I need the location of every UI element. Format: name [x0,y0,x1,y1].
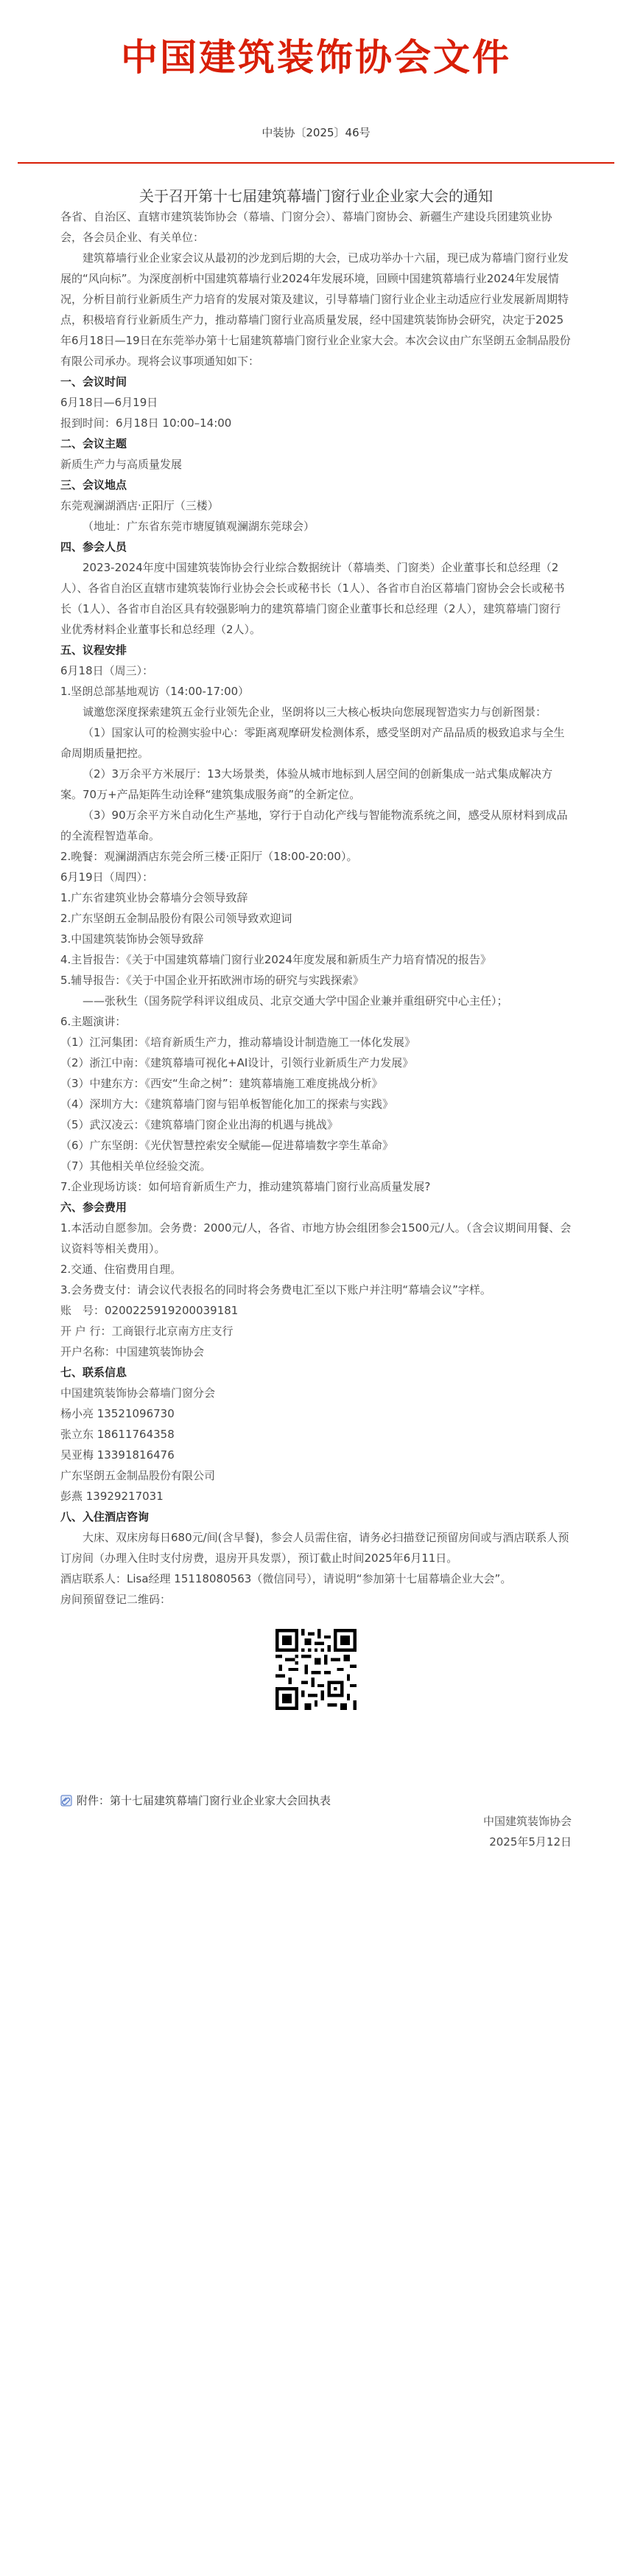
agenda-item: 3.中国建筑装饰协会领导致辞 [60,932,204,946]
bank-account: 账 号：0200225919200039181 [60,1304,239,1317]
agenda-item: 诚邀您深度探索建筑五金行业领先企业，坚朗将以三大核心板块向您展现智造实力与创新图景： [82,705,547,719]
contact-person: 杨小亮 13521096730 [60,1407,175,1420]
agenda-item: （2）3万余平方米展厅：13大场景类，体验从城市地标到人居空间的创新集成一站式集成解决方案。70万+产品矩阵生动诠释“建筑集成服务商”的全新定位。 [60,767,553,801]
document-masthead-title: 中国建筑装饰协会文件 [121,35,511,79]
section-heading: 七、联系信息 [60,1366,127,1379]
accommodation-text: 2.交通、住宿费用自理。 [60,1263,182,1276]
section-heading: 八、入住酒店咨询 [60,1510,150,1523]
agenda-talk: （1）江河集团：《培育新质生产力，推动幕墙设计制造施工一体化发展》 [60,1036,416,1049]
agenda-item: 2.晚餐：观澜湖酒店东莞会所三楼·正阳厅（18:00-20:00）。 [60,850,358,863]
agenda-item: 2.广东坚朗五金制品股份有限公司领导致欢迎词 [60,912,292,925]
agenda-item: 6.主题演讲： [60,1015,127,1028]
section-heading: 一、会议时间 [60,375,127,388]
notice-body [60,206,572,1852]
header-divider [18,162,614,164]
attachment-link[interactable] [60,1790,572,1811]
contact-person: 彭燕 13929217031 [60,1490,164,1503]
bank-name: 开 户 行：工商银行北京南方庄支行 [60,1324,234,1338]
document-number: 中装协〔2025〕46号 [261,126,371,139]
agenda-talk: （6）广东坚朗：《光伏智慧控索安全赋能—促进幕墙数字孪生革命》 [60,1139,394,1152]
agenda-item: 4.主旨报告：《关于中国建筑幕墙门窗行业2024年度发展和新质生产力培育情况的报告》 [60,953,491,966]
meeting-date: 6月18日—6月19日 [60,396,158,409]
agenda-day-1: 6月18日（周三）： [60,664,154,677]
agenda-item: 1.坚朗总部基地观访（14:00-17:00） [60,685,250,698]
agenda-talk: （4）深圳方大：《建筑幕墙门窗与铝单板智能化加工的探索与实践》 [60,1097,394,1111]
agenda-item: （3）90万余平方米自动化生产基地，穿行于自动化产线与智能物流系统之间，感受从原材料到成品的全流程智造革命。 [60,809,568,842]
signature-date: 2025年5月12日 [489,1835,572,1849]
qr-label: 房间预留登记二维码： [60,1593,172,1606]
document-header [0,0,632,140]
salutation: 各省、自治区、直辖市建筑装饰协会（幕墙、门窗分会）、幕墙门窗协会、新疆生产建设兵团建筑业协会，各会员企业、有关单位： [60,210,552,244]
attachment-text[interactable]: 附件：第十七届建筑幕墙门窗行业企业家大会回执表 [77,1794,331,1807]
agenda-speaker: ——张秋生（国务院学科评议组成员、北京交通大学中国企业兼并重组研究中心主任）； [82,994,508,1008]
meeting-theme: 新质生产力与高质量发展 [60,458,183,471]
hotel-info: 大床、双床房每日680元/间(含早餐)，参会人员需住宿，请务必扫描登记预留房间或与酒店联系人预订房间（办理入住时支付房费，退房开具发票），预订截止时间2025年6月11日。 [60,1531,569,1565]
agenda-talk: （5）武汉凌云：《建筑幕墙门窗企业出海的机遇与挑战》 [60,1118,339,1131]
agenda-talk: （3）中建东方：《西安“生命之树”：建筑幕墙施工难度挑战分析》 [60,1077,383,1090]
venue-address: （地址：广东省东莞市塘厦镇观澜湖东莞球会） [82,520,315,533]
agenda-item: （1）国家认可的检测实验中心：零距离观摩研发检测体系，感受坚朗对产品品质的极致追求与全生命周期质量把控。 [60,726,565,760]
section-heading: 三、会议地点 [60,478,127,492]
contact-org: 广东坚朗五金制品股份有限公司 [60,1469,216,1482]
venue-name: 东莞观澜湖酒店·正阳厅（三楼） [60,499,219,512]
qr-code-container [60,1629,572,1717]
agenda-day-2: 6月19日（周四）： [60,870,154,884]
agenda-item: 7.企业现场访谈：如何培育新质生产力，推动建筑幕墙门窗行业高质量发展? [60,1180,431,1193]
intro-paragraph: 建筑幕墙行业企业家会议从最初的沙龙到后期的大会，已成功举办十六届，现已成为幕墙门窗行业发展的“风向标”。为深度剖析中国建筑幕墙行业2024年发展环境，回顾中国建筑幕墙行业2024年发展情况，分析目前行业新质生产力培育的发展对策及建议，引导幕墙门窗行业企业主动适应行业发展新周期特点，积极培育行业新质生产力，推动幕墙门窗行业高质量发展，经中国建筑装饰协会研究，决定于2025年6月18日—19日在东莞举办第十七届建筑幕墙门窗行业企业家大会。本次会议由广东坚朗五金制品股份有限公司承办。现将会议事项通知如下： [60,251,571,368]
agenda-talk: （7）其他相关单位经验交流。 [60,1159,211,1173]
signature-org: 中国建筑装饰协会 [482,1815,572,1828]
contact-person: 张立东 18611764358 [60,1428,175,1441]
attachment-icon [60,1795,72,1807]
hotel-contact: 酒店联系人：Lisa经理 15118080563（微信同号），请说明“参加第十七届幕墙企业大会”。 [60,1572,512,1585]
checkin-time: 报到时间：6月18日 10:00–14:00 [60,416,232,430]
fee-text: 1.本活动自愿参加。会务费：2000元/人，各省、市地方协会组团参会1500元/人。（含会议期间用餐、会议资料等相关费用）。 [60,1221,572,1255]
agenda-item: 1.广东省建筑业协会幕墙分会领导致辞 [60,891,248,904]
section-heading: 五、议程安排 [60,643,127,657]
agenda-talk: （2）浙江中南：《建筑幕墙可视化+AI设计，引领行业新质生产力发展》 [60,1056,414,1069]
notice-title: 关于召开第十七届建筑幕墙门窗行业企业家大会的通知 [139,187,493,205]
qr-code[interactable] [275,1629,357,1710]
section-heading: 二、会议主题 [60,437,127,450]
agenda-item: 5.辅导报告：《关于中国企业开拓欧洲市场的研究与实践探索》 [60,974,364,987]
participants-text: 2023-2024年度中国建筑装饰协会行业综合数据统计（幕墙类、门窗类）企业董事长和总经理（2人）、各省自治区直辖市建筑装饰行业协会会长或秘书长（1人）、各省市自治区幕墙门窗协会会长或秘书长（1人）、各省市自治区具有较强影响力的建筑幕墙门窗企业董事长和总经理（2人），建筑幕墙门窗行业优秀材料企业董事长和总经理（2人）。 [60,561,565,636]
section-heading: 四、参会人员 [60,540,127,554]
account-holder: 开户名称：中国建筑装饰协会 [60,1345,205,1358]
payment-text: 3.会务费支付：请会议代表报名的同时将会务费电汇至以下账户并注明“幕墙会议”字样。 [60,1283,491,1296]
contact-org: 中国建筑装饰协会幕墙门窗分会 [60,1386,216,1400]
section-heading: 六、参会费用 [60,1201,127,1214]
contact-person: 吴亚梅 13391816476 [60,1448,175,1462]
